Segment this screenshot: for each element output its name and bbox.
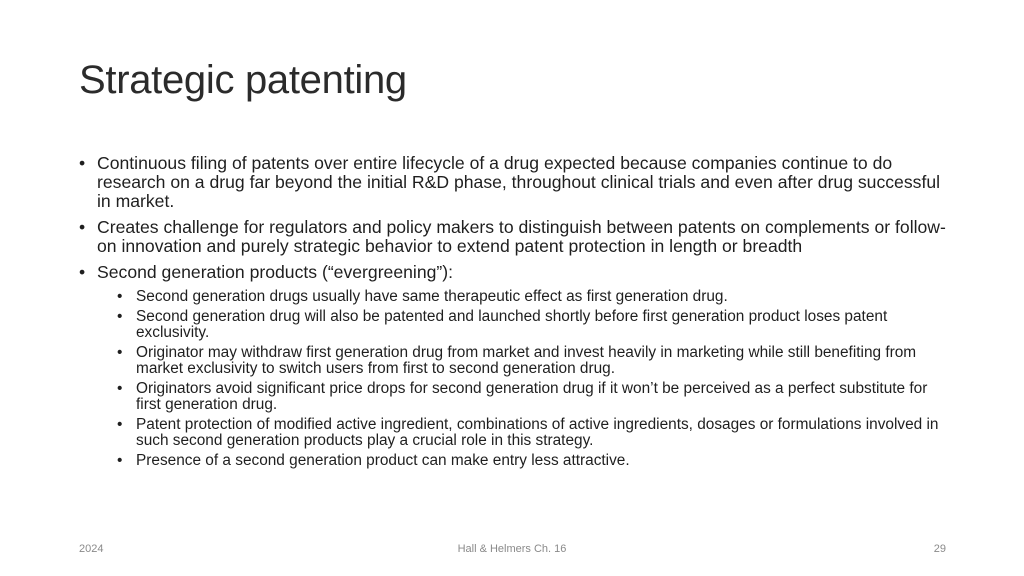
- sub-bullet-dot: •: [117, 288, 123, 305]
- bullet-dot: •: [79, 217, 86, 237]
- sub-bullet-item: [79, 381, 949, 413]
- sub-bullet-text: Second generation drug will also be patented and launched shortly before first generation product loses patent exclusivity.: [136, 308, 888, 341]
- sub-bullet-text: Second generation drugs usually have same therapeutic effect as first generation drug.: [136, 288, 728, 305]
- sub-bullet-text: Patent protection of modified active ingredient, combinations of active ingredients, dosages or formulations involved in such second generation products play a crucial role in this strategy.: [136, 416, 939, 449]
- footer-source: Hall & Helmers Ch. 16: [457, 543, 567, 555]
- sub-bullet-dot: •: [117, 308, 123, 325]
- bullet-text: Creates challenge for regulators and policy makers to distinguish between patents on complements or follow-on innovation and purely strategic behavior to extend patent protection in length or breadth: [97, 217, 946, 256]
- bullet-item: [79, 218, 949, 256]
- sub-bullet-text: Originator may withdraw first generation drug from market and invest heavily in marketing while still benefiting from market exclusivity to switch users from first to second generation drug.: [136, 344, 917, 377]
- sub-bullet-dot: •: [117, 452, 123, 469]
- footer-page-number: 29: [933, 543, 946, 555]
- bullet-text: Continuous filing of patents over entire lifecycle of a drug expected because companies continue to do research on a drug far beyond the initial R&D phase, throughout clinical trials and even after drug successful in market.: [97, 153, 941, 211]
- sub-bullet-item: [79, 289, 949, 305]
- bullet-item: [79, 263, 949, 282]
- sub-bullet-dot: •: [117, 380, 123, 397]
- sub-bullet-item: [79, 453, 949, 469]
- footer-date: 2024: [79, 543, 104, 555]
- bullet-dot: •: [79, 262, 86, 282]
- sub-bullet-list: [79, 289, 949, 469]
- slide-body: [79, 154, 949, 473]
- bullet-text: Second generation products (“evergreening”):: [97, 262, 453, 282]
- sub-bullet-item: [79, 417, 949, 449]
- sub-bullet-text: Presence of a second generation product can make entry less attractive.: [136, 452, 630, 469]
- slide-title: Strategic patenting: [79, 58, 407, 102]
- sub-bullet-item: [79, 309, 949, 341]
- bullet-dot: •: [79, 153, 86, 173]
- sub-bullet-item: [79, 345, 949, 377]
- bullet-item: [79, 154, 949, 211]
- sub-bullet-text: Originators avoid significant price drops for second generation drug if it won’t be perceived as a perfect substitute for first generation drug.: [136, 380, 928, 413]
- sub-bullet-dot: •: [117, 344, 123, 361]
- sub-bullet-dot: •: [117, 416, 123, 433]
